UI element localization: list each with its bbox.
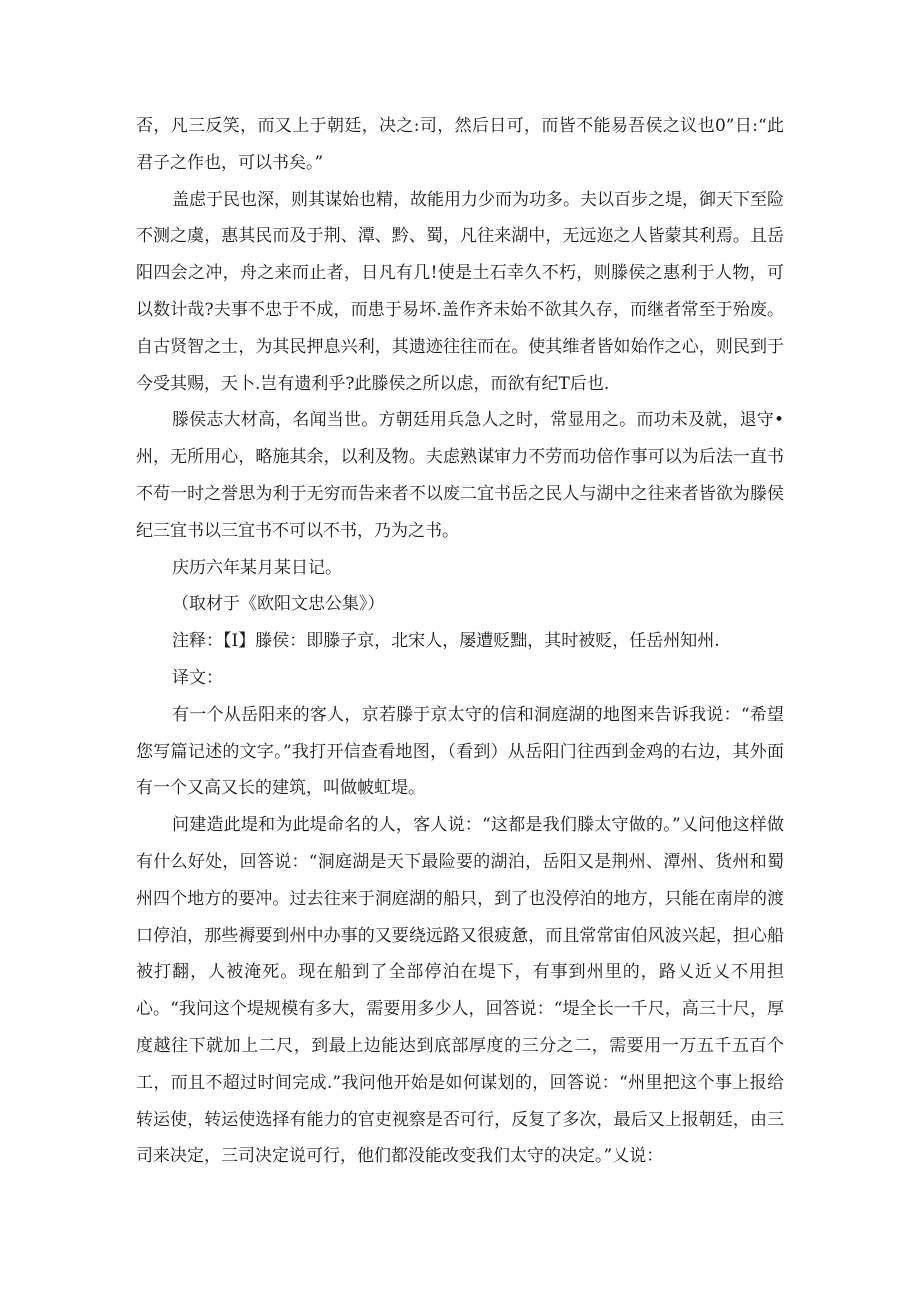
paragraph-teng-hou: 滕侯志大材高，名闻当世。方朝廷用兵急人之时，常显用之。而功未及就，退守•州，无所用心，略施其余，以利及物。夫虑熟谋审力不劳而功倍作事可以为后法一直书不苟一时之誉思为利于无穷而告来者不以废二宜书岳之民人与湖中之往来者皆欲为滕侯纪三宜书以三宜书不可以不书，乃为之书。 xyxy=(136,410,784,541)
paragraph-translation-2: 问建造此堤和为此堤命名的人，客人说：“这都是我们滕太守做的。”乂问他这样做有什么好处，回答说：“洞庭湖是天下最险要的湖泊，岳阳又是荆州、潭州、货州和蜀州四个地方的要冲。过去往来于洞庭湖的船只，到了也没停泊的地方，只能在南岸的渡口停泊，那些褥要到州中办事的又要绕远路又很疲惫，而且常常宙伯风波兴起，担心船被打翻，人被淹死。现在船到了全部停泊在堤下，有事到州里的，路乂近乂不用担心。“我问这个堤规模有多大，需要用多少人，回答说：“堤全长一千尺，高三十尺，厚度越往下就加上二尺，到最上边能达到底部厚度的三分之二，需要用一万五千五百个工，而且不超过时间完成.”我问他开始是如何谋划的，回答说：“州里把这个事上报给转运使，转运使选择有能力的官吏视察是否可行，反复了多次，最后又上报朝廷，由三司来决定，三司决定说可行，他们都没能改变我们太守的决定。”乂说： xyxy=(136,815,784,1167)
paragraph-continuation: 否，凡三反笑，而又上于朝廷，决之:司，然后日可，而皆不能易吾侯之议也0”日:“此君子之作也，可以书矣。” xyxy=(136,116,784,173)
paragraph-translation-1: 有一个从岳阳来的客人，京若滕于京太守的信和洞庭湖的地图来告诉我说：“希望您写篇记述的文字。”我打开信查看地图，（看到）从岳阳门往西到金鸡的右边，其外面有一个又高又长的建筑，叫做帔虹堤。 xyxy=(136,704,784,799)
paragraph-source: （取材于《欧阳文忠公集》） xyxy=(172,594,385,615)
paragraph-consideration: 盖虑于民也深，则其谋始也精，故能用力少而为功多。夫以百步之堤，御天下至险不测之虞，惠其民而及于荆、潭、黔、蜀，凡往来湖中，无远迩之人皆蒙其利焉。且岳阳四会之冲，舟之来而止者，日凡有几!使是土石幸久不朽，则滕侯之惠利于人物，可以数计哉?夫事不忠于不成，而患于易坏.盖作齐未始不欲其久存，而继者常至于殆废。自古贤智之士，为其民押息兴利，其遗迹往往而在。使其维者皆如始作之心，则民到于今受其赐，天卜.岂有遗利乎?此滕侯之所以虑，而欲有纪T后也. xyxy=(136,189,784,394)
paragraph-translation-heading: 译文： xyxy=(172,667,223,688)
document-body xyxy=(136,108,784,1175)
paragraph-annotation: 注释：【I】滕侯：即滕子京，北宋人，屡遭贬黜，其时被贬，任岳州知州. xyxy=(172,631,720,652)
paragraph-date: 庆历六年某月某日记。 xyxy=(172,557,342,578)
